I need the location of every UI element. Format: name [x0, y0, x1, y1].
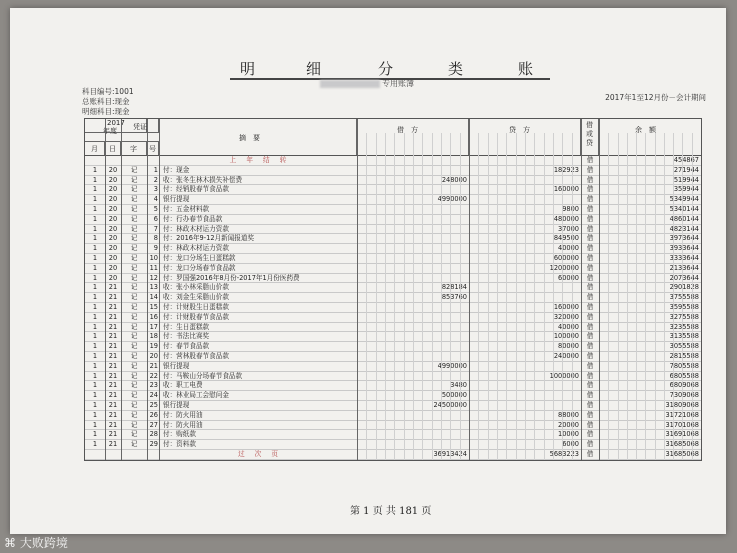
cell-m: 1: [92, 410, 98, 419]
cell-n: 28: [149, 430, 158, 439]
cell-bal: 359944: [673, 185, 699, 194]
cell-dir: 借: [586, 204, 594, 213]
cell-s: 付：防火用油: [163, 410, 203, 419]
cell-cr: 1200000: [549, 263, 579, 272]
cell-dir: 借: [586, 175, 594, 184]
cell-dir: 借: [586, 312, 594, 321]
cell-n: 22: [149, 371, 158, 380]
cell-bal: 4860144: [669, 214, 699, 223]
cell-n: 4: [153, 195, 158, 204]
cell-s: 上 年 结 转: [229, 156, 291, 164]
cell-m: 1: [92, 273, 98, 282]
cell-m: 1: [92, 214, 98, 223]
cell-n: 27: [149, 420, 158, 429]
cell-dir: 借: [586, 165, 594, 174]
detail-subject: 明细科目:现金: [82, 107, 130, 116]
cell-m: 1: [92, 361, 98, 370]
cell-d: 20: [108, 263, 118, 272]
cell-s: 付：五金材料款: [163, 204, 210, 213]
cell-dir: 借: [586, 156, 594, 164]
cell-s: 付：林政木材运力资款: [163, 224, 229, 233]
cell-m: 1: [92, 165, 98, 174]
cell-d: 21: [108, 381, 118, 390]
cell-bal: 7805588: [669, 361, 699, 370]
cell-d: 21: [108, 293, 118, 302]
cell-cr: 320000: [553, 312, 579, 321]
credit-header: 贷 方: [469, 119, 581, 155]
cell-dir: 借: [586, 253, 594, 262]
cell-n: 13: [149, 283, 158, 292]
cell-s: 银行提现: [163, 195, 190, 204]
cell-m: 1: [92, 293, 98, 302]
cell-db: 24500000: [433, 400, 467, 409]
cell-m: 1: [92, 420, 98, 429]
cell-d: 20: [108, 234, 118, 243]
cell-n: 11: [149, 263, 158, 272]
cell-n: 14: [149, 293, 158, 302]
cell-d: 20: [108, 165, 118, 174]
cell-d: 20: [108, 185, 118, 194]
cell-z: 记: [130, 224, 138, 233]
cell-z: 记: [130, 175, 138, 184]
general-subject: 总账科目:现金: [82, 97, 130, 106]
redacted-org-name: [320, 80, 380, 88]
cell-s: 付：现金: [163, 165, 190, 174]
cell-bal: 3595588: [669, 302, 699, 311]
cell-n: [147, 450, 159, 459]
cell-cr: 100000: [553, 332, 579, 341]
debit-header: 借 方: [357, 119, 469, 155]
cell-dir: 借: [586, 440, 594, 449]
watermark: ⌘ 大败跨境: [4, 536, 68, 550]
cell-dir: 借: [586, 381, 594, 390]
cell-z: 记: [130, 342, 138, 351]
cell-dir: 借: [586, 244, 594, 253]
cell-bal: 3235588: [669, 322, 699, 331]
cell-bal: 2073644: [669, 273, 699, 282]
cell-s: 付：春节食品款: [163, 342, 210, 351]
cell-z: 记: [130, 204, 138, 213]
ledger-subtitle: 专用账簿: [320, 78, 414, 89]
cell-z: 记: [130, 361, 138, 370]
cell-z: 记: [130, 283, 138, 292]
cell-m: 1: [92, 185, 98, 194]
cell-bal: 3135588: [669, 332, 699, 341]
cell-m: 1: [92, 371, 98, 380]
accounting-period: 2017年1至12月份－会计期间: [605, 93, 706, 102]
cell-dir: 借: [586, 420, 594, 429]
cell-d: 20: [108, 175, 118, 184]
cell-s: 付：2016年9-12月新闻报道奖: [163, 234, 255, 243]
cell-cr: 182923: [553, 165, 579, 174]
cell-m: 1: [92, 430, 98, 439]
cell-d: 21: [108, 410, 118, 419]
cell-dir: 借: [586, 430, 594, 439]
subject-code: 科目编号:1001: [82, 87, 134, 96]
cell-cr: 160000: [553, 185, 579, 194]
title-char: 分: [378, 60, 396, 78]
ledger-page: [10, 8, 726, 534]
cell-db: 500000: [441, 391, 467, 400]
title-char: 明: [240, 60, 258, 78]
cell-n: 12: [149, 273, 158, 282]
cell-n: 18: [149, 332, 158, 341]
cell-bal: 2815588: [669, 351, 699, 360]
summary-header: 摘 要: [159, 119, 357, 155]
cell-bal: 31685068: [665, 449, 699, 458]
cell-d: 20: [108, 214, 118, 223]
cell-d: 21: [108, 312, 118, 321]
cell-dir: 借: [586, 302, 594, 311]
cell-bal: 3275588: [669, 312, 699, 321]
cell-d: 20: [108, 195, 118, 204]
cell-s: 付：营林股春节食品款: [163, 351, 229, 360]
cell-n: 3: [153, 185, 158, 194]
cell-cr: 40000: [558, 322, 579, 331]
cell-bal: 31685068: [665, 440, 699, 449]
cell-m: 1: [92, 351, 98, 360]
cell-s: 付：龙口分场生日蛋糕款: [163, 253, 236, 262]
cell-z: 记: [130, 381, 138, 390]
cell-dir: 借: [586, 195, 594, 204]
cell-z: 记: [130, 322, 138, 331]
cell-dir: 借: [586, 351, 594, 360]
cell-d: 21: [108, 430, 118, 439]
year-header: 2017 年度: [85, 119, 147, 133]
cell-n: 8: [153, 234, 158, 243]
cell-s: 银行提现: [163, 361, 190, 370]
cell-n: 21: [149, 361, 158, 370]
page-number: 第 1 页 共 181 页: [350, 506, 432, 517]
cell-bal: 31721068: [665, 410, 699, 419]
cell-s: 付：防火用油: [163, 420, 203, 429]
cell-dir: 借: [586, 263, 594, 272]
cell-z: 记: [130, 165, 138, 174]
cell-cr: 6000: [562, 440, 579, 449]
cell-z: 记: [130, 332, 138, 341]
cell-n: [147, 156, 159, 165]
cell-db: 4990000: [437, 195, 467, 204]
cell-cr: 80000: [558, 342, 579, 351]
cell-d: 20: [108, 253, 118, 262]
cell-dir: 借: [586, 293, 594, 302]
cell-db: 3480: [450, 381, 467, 390]
cell-s: 收：职工电费: [163, 381, 203, 390]
cell-m: 1: [92, 263, 98, 272]
cell-cr: 88000: [558, 410, 579, 419]
cell-cr: 5683223: [549, 449, 579, 458]
cell-n: 29: [149, 440, 158, 449]
cell-z: [121, 156, 147, 165]
cell-cr: 10000: [558, 430, 579, 439]
cell-bal: 6805588: [669, 371, 699, 380]
cell-z: 记: [130, 410, 138, 419]
cell-z: 记: [130, 430, 138, 439]
cell-n: 1: [153, 165, 158, 174]
cell-db: 4990000: [437, 361, 467, 370]
cell-s: 付：龙口分场春节食品款: [163, 263, 236, 272]
cell-dir: 借: [586, 234, 594, 243]
cell-dir: 借: [586, 342, 594, 351]
cell-z: 记: [130, 400, 138, 409]
cell-dir: 借: [586, 322, 594, 331]
cell-z: 记: [130, 273, 138, 282]
cell-dir: 借: [586, 273, 594, 282]
cell-z: 记: [130, 195, 138, 204]
cell-d: 21: [108, 440, 118, 449]
cell-d: 20: [108, 244, 118, 253]
cell-z: 记: [130, 234, 138, 243]
cell-s: 付：计财股生日蛋糕款: [163, 302, 229, 311]
cell-m: 1: [92, 204, 98, 213]
cell-bal: 31809068: [665, 400, 699, 409]
cell-z: 记: [130, 253, 138, 262]
title-char: 账: [518, 60, 536, 78]
cell-d: 21: [108, 322, 118, 331]
cell-cr: 849500: [553, 234, 579, 243]
cell-bal: 454867: [673, 156, 699, 164]
cell-db: 828184: [441, 283, 467, 292]
cell-dir: 借: [586, 410, 594, 419]
cell-s: 付：书法比赛奖: [163, 332, 210, 341]
title-char: 细: [306, 60, 324, 78]
cell-m: 1: [92, 381, 98, 390]
cell-s: 付：罗国强2016年8月份-2017年1月份医药费: [163, 273, 300, 282]
cell-bal: 7309068: [669, 391, 699, 400]
cell-n: 16: [149, 312, 158, 321]
voucher-header: 凭证: [121, 119, 159, 133]
cell-dir: 借: [586, 185, 594, 194]
cell-z: 记: [130, 244, 138, 253]
cell-dir: 借: [586, 391, 594, 400]
cell-n: 5: [153, 204, 158, 213]
cell-d: 21: [108, 420, 118, 429]
cell-m: 1: [92, 244, 98, 253]
cell-dir: 借: [586, 449, 594, 458]
cell-m: 1: [92, 400, 98, 409]
cell-m: 1: [92, 332, 98, 341]
cell-d: 21: [108, 371, 118, 380]
cell-bal: 3755588: [669, 293, 699, 302]
cell-bal: 5340144: [669, 204, 699, 213]
cell-cr: 1000000: [549, 371, 579, 380]
cell-bal: 5349944: [669, 195, 699, 204]
cell-d: 21: [108, 391, 118, 400]
cell-dir: 借: [586, 332, 594, 341]
ledger-header: 2017 年度 凭证 月 日 字 号 摘 要 借 方 贷 方 借或贷 余 额: [85, 119, 701, 156]
cell-bal: 271944: [673, 165, 699, 174]
cell-s: 付：购纸款: [163, 430, 196, 439]
cell-cr: 40000: [558, 244, 579, 253]
cell-m: 1: [92, 175, 98, 184]
cell-m: 1: [92, 440, 98, 449]
cell-n: 2: [153, 175, 158, 184]
cell-bal: 31701068: [665, 420, 699, 429]
title-char: 类: [448, 60, 466, 78]
cell-s: 收：林业局工会慰问金: [163, 391, 229, 400]
cell-s: 付：资料款: [163, 440, 196, 449]
cell-n: 17: [149, 322, 158, 331]
cell-dir: 借: [586, 224, 594, 233]
cell-z: 记: [130, 263, 138, 272]
cell-bal: 2133644: [669, 263, 699, 272]
cell-db: 853760: [441, 293, 467, 302]
cell-cr: 20000: [558, 420, 579, 429]
cell-z: 记: [130, 302, 138, 311]
cell-db: 248000: [441, 175, 467, 184]
cell-d: 20: [108, 224, 118, 233]
cell-s: 付：行办春节食品款: [163, 214, 223, 223]
cell-cr: 60000: [558, 273, 579, 282]
cell-d: 21: [108, 361, 118, 370]
cell-n: 6: [153, 214, 158, 223]
cell-z: 记: [130, 185, 138, 194]
cell-bal: 3333644: [669, 253, 699, 262]
cell-s: 收：刘金生采脂山价款: [163, 293, 229, 302]
cell-m: 1: [92, 253, 98, 262]
cell-s: 过 次 页: [238, 449, 282, 458]
cell-s: 付：计财股春节食品款: [163, 312, 229, 321]
cell-d: 21: [108, 351, 118, 360]
cell-z: 记: [130, 440, 138, 449]
cell-z: 记: [130, 293, 138, 302]
cell-m: 1: [92, 224, 98, 233]
cell-n: 24: [149, 391, 158, 400]
cell-n: 26: [149, 410, 158, 419]
cell-d: 21: [108, 283, 118, 292]
cell-s: 收：张小林采脂山价款: [163, 283, 229, 292]
cell-db: 36913424: [433, 449, 467, 458]
cell-d: 20: [108, 273, 118, 282]
cell-m: 1: [92, 391, 98, 400]
cell-d: 21: [108, 332, 118, 341]
cell-d: [105, 156, 121, 165]
cell-cr: 9800: [562, 204, 579, 213]
cell-m: 1: [92, 322, 98, 331]
cell-m: 1: [92, 195, 98, 204]
cell-bal: 4823144: [669, 224, 699, 233]
cell-d: 20: [108, 204, 118, 213]
cell-n: 19: [149, 342, 158, 351]
cell-dir: 借: [586, 283, 594, 292]
cell-m: 1: [92, 302, 98, 311]
cell-d: 21: [108, 302, 118, 311]
cell-z: 记: [130, 312, 138, 321]
cell-s: 收：张冬生林木损失补偿费: [163, 175, 243, 184]
cell-n: 9: [153, 244, 158, 253]
cell-dir: 借: [586, 400, 594, 409]
cell-bal: 6809068: [669, 381, 699, 390]
cell-z: [121, 450, 147, 459]
cell-dir: 借: [586, 371, 594, 380]
cell-m: 1: [92, 342, 98, 351]
cell-d: 21: [108, 400, 118, 409]
cell-bal: 2901828: [669, 283, 699, 292]
cell-m: 1: [92, 312, 98, 321]
ledger-table: [84, 118, 702, 461]
cell-s: 付：生日蛋糕款: [163, 322, 210, 331]
cell-d: 21: [108, 342, 118, 351]
cell-z: 记: [130, 420, 138, 429]
cell-bal: 3055588: [669, 342, 699, 351]
cell-cr: 480000: [553, 214, 579, 223]
cell-n: 25: [149, 400, 158, 409]
cell-s: 付：马鞍山分场春节食品款: [163, 371, 243, 380]
cell-m: [85, 156, 105, 165]
cell-n: 20: [149, 351, 158, 360]
cell-d: [105, 450, 121, 459]
cell-z: 记: [130, 371, 138, 380]
cell-s: 银行提现: [163, 400, 190, 409]
direction-header: 借或贷: [581, 119, 599, 155]
ledger-title: [230, 56, 550, 80]
cell-dir: 借: [586, 361, 594, 370]
cell-m: 1: [92, 234, 98, 243]
cell-bal: 3973644: [669, 234, 699, 243]
cell-cr: 240000: [553, 351, 579, 360]
cell-bal: 31691068: [665, 430, 699, 439]
cell-n: 10: [149, 253, 158, 262]
cell-cr: 37000: [558, 224, 579, 233]
cell-z: 记: [130, 214, 138, 223]
cell-m: [85, 450, 105, 459]
balance-header: 余 额: [635, 126, 656, 134]
cell-n: 15: [149, 302, 158, 311]
cell-n: 7: [153, 224, 158, 233]
cell-n: 23: [149, 381, 158, 390]
cell-bal: 3933644: [669, 244, 699, 253]
cell-cr: 160000: [553, 302, 579, 311]
cell-dir: 借: [586, 214, 594, 223]
cell-bal: 519944: [673, 175, 699, 184]
cell-z: 记: [130, 391, 138, 400]
cell-m: 1: [92, 283, 98, 292]
cell-s: 付：林政木材运力资款: [163, 244, 229, 253]
cell-cr: 600000: [553, 253, 579, 262]
cell-z: 记: [130, 351, 138, 360]
cell-s: 付：经销股春节食品款: [163, 185, 229, 194]
